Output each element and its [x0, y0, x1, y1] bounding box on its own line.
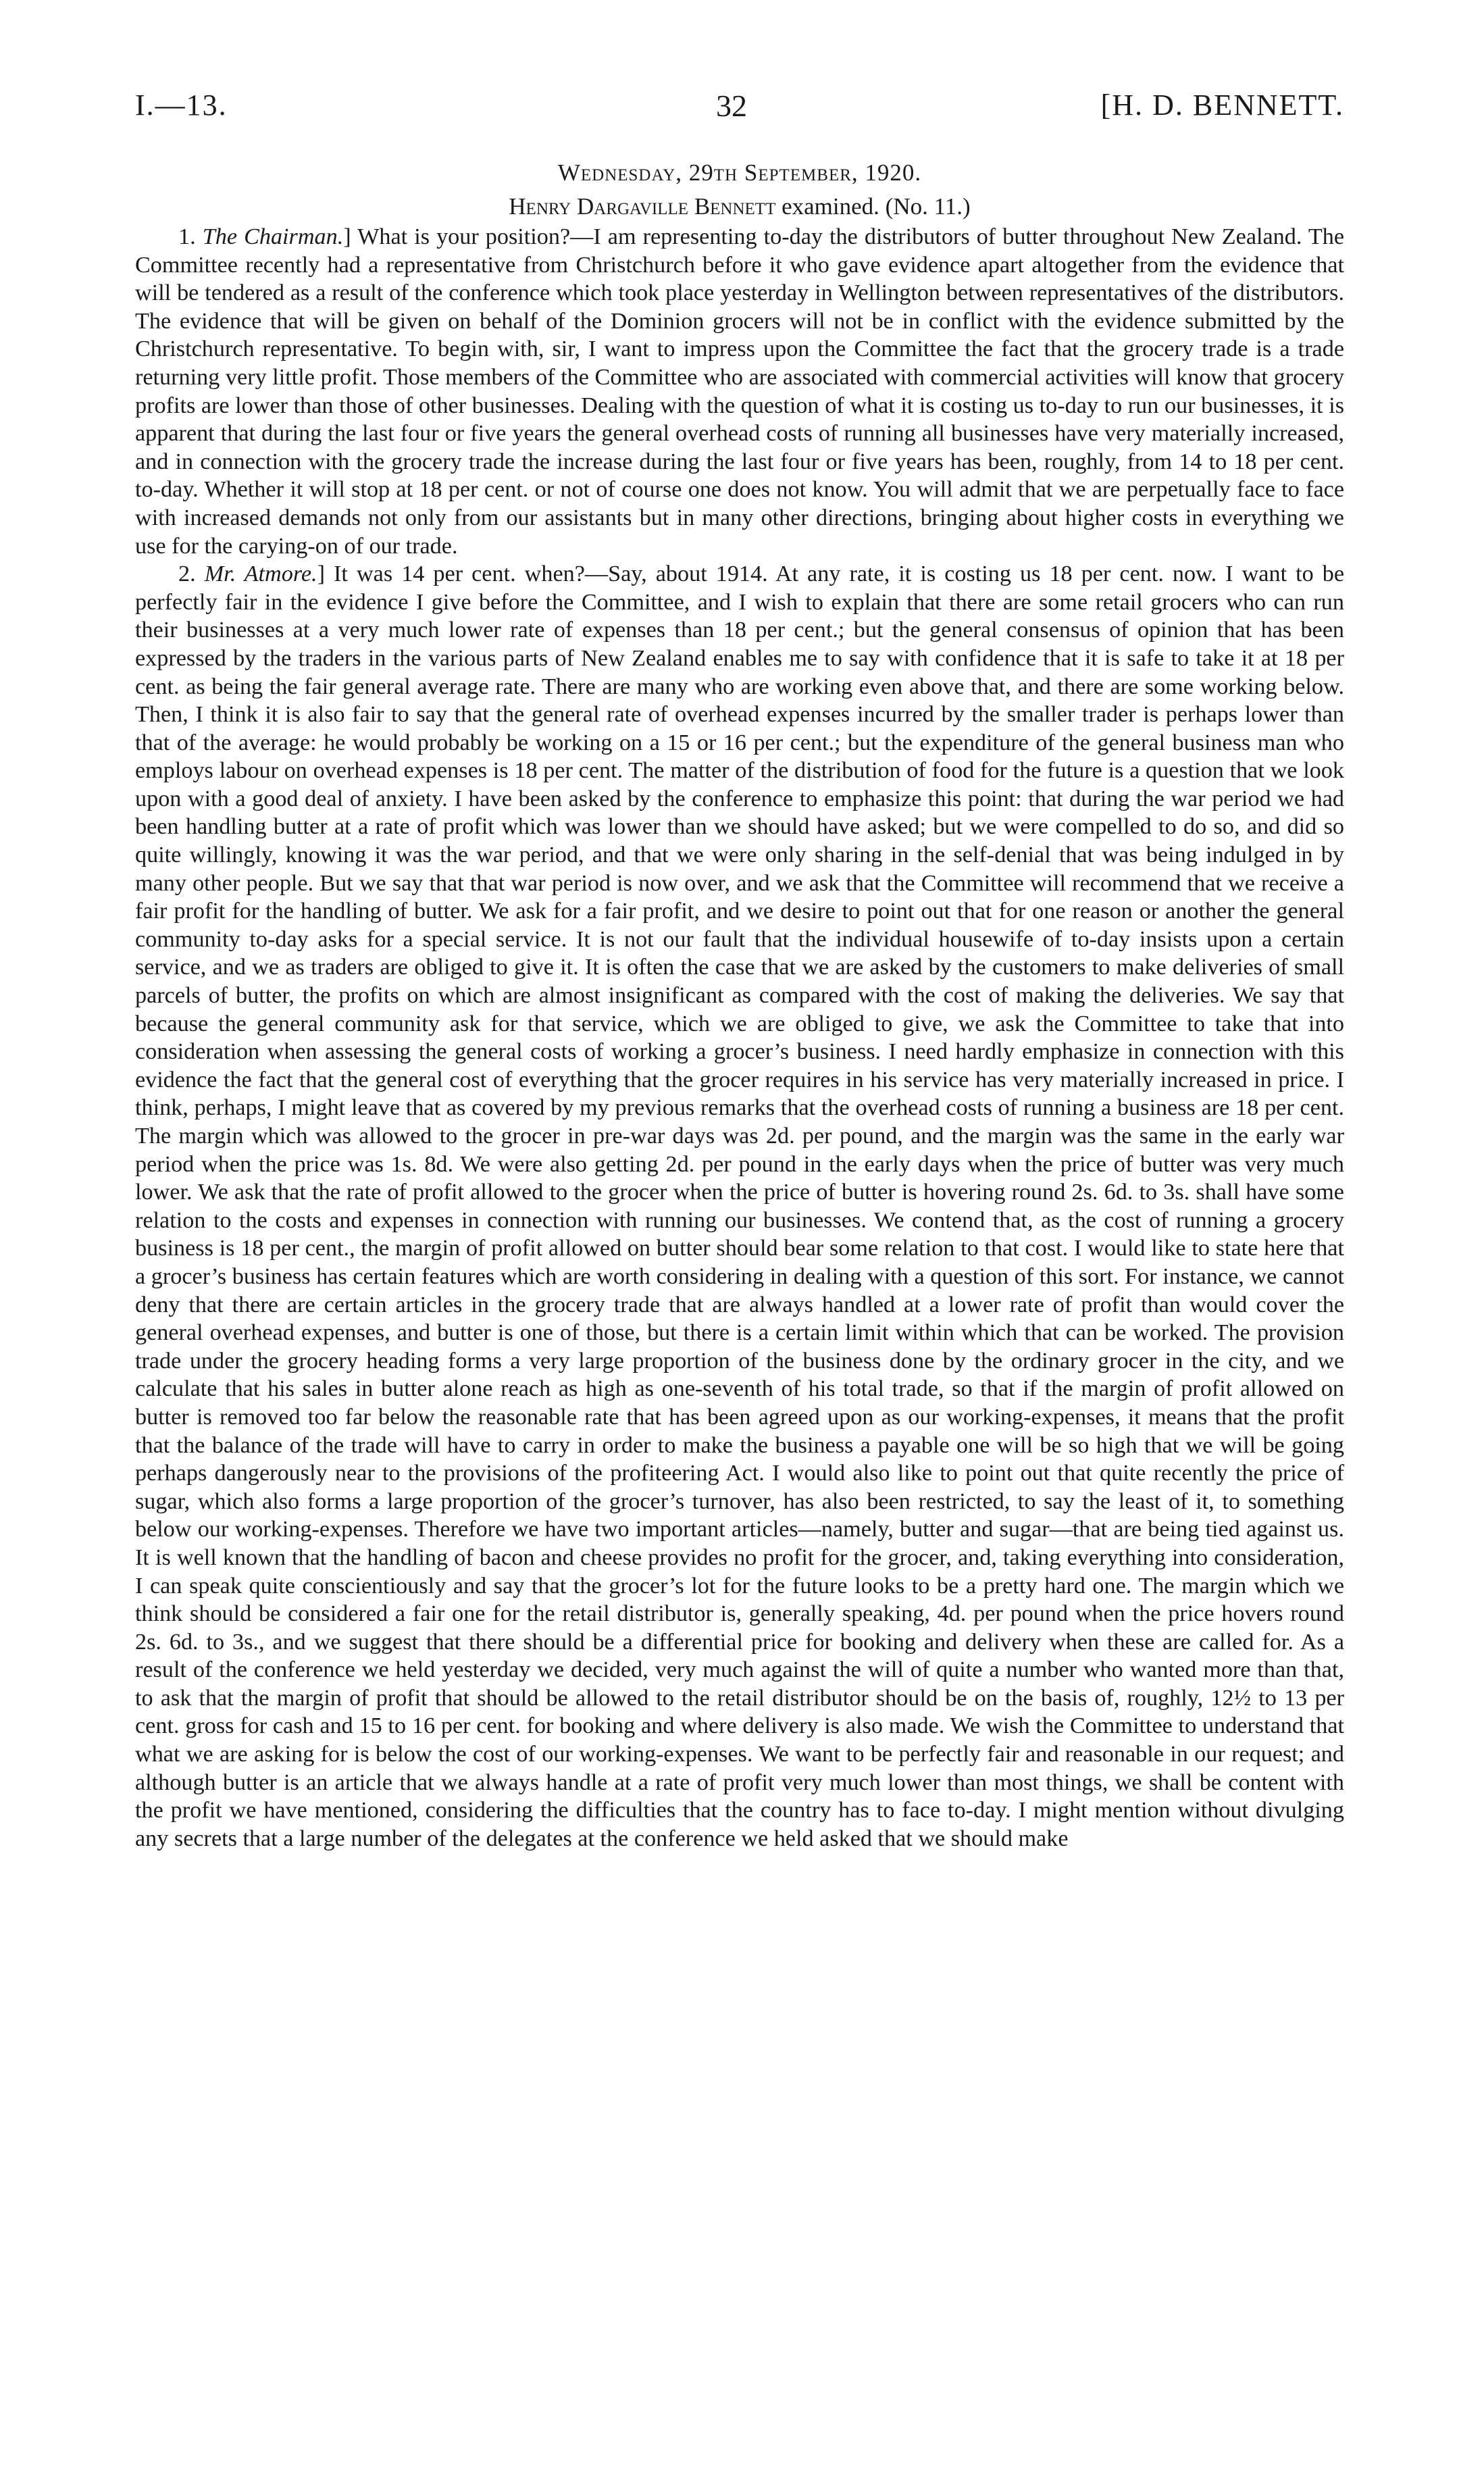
speaker-name: The Chairman.: [202, 224, 344, 249]
question-number: 2.: [178, 561, 196, 587]
witness-heading: [135, 193, 1344, 220]
session-date: Wednesday, 29th September, 1920.: [557, 159, 922, 186]
paper-reference: I.—13.: [135, 89, 228, 122]
witness-reference: [H. D. BENNETT.: [1100, 89, 1344, 122]
document-page: [135, 81, 1344, 1853]
testimony-body: [135, 223, 1344, 1853]
witness-status: examined. (No. 11.): [775, 193, 971, 220]
paragraph-text: ] What is your position?—I am representing to-day the distributors of butter throughout New Zealand. The Committee recently had a representative from Christchurch before it who gave evidence apart altogether from the evidence that will be tendered as a result of the conference which took place yesterday in Wellington between representatives of the distributors. The evidence that will be given on behalf of the Dominion grocers will not be in conflict with the evidence submitted by the Christchurch representative. To begin with, sir, I want to impress upon the Committee the fact that the grocery trade is a trade returning very little profit. Those members of the Committee who are associated with commercial activities will know that grocery profits are lower than those of other businesses. Dealing with the question of what it is costing us to-day to run our businesses, it is apparent that during the last four or five years the general overhead costs of running all businesses have very materially increased, and in connection with the grocery trade the increase during the last four or five years has been, roughly, from 14 to 18 per cent. to-day. Whether it will stop at 18 per cent. or not of course one does not know. You will admit that we are perpetually face to face with increased demands not only from our assistants but in many other directions, bringing about higher costs in everything we use for the carying-on of our trade.: [135, 224, 1345, 559]
witness-name: Henry Dargaville Bennett: [509, 193, 776, 220]
question-number: 1.: [178, 224, 196, 249]
testimony-paragraph: [135, 223, 1344, 560]
speaker-name: Mr. Atmore.: [204, 561, 317, 587]
running-head: [135, 81, 1344, 135]
page-number: 32: [716, 89, 747, 123]
paragraph-text: ] It was 14 per cent. when?—Say, about 1914. At any rate, it is costing us 18 per cent. now. I want to be perfectly fair in the evidence I give before the Committee, and I wish to explain that there are some retail grocers who can run their businesses at a very much lower rate of expenses than 18 per cent.; but the general consensus of opinion that has been expressed by the traders in the various parts of New Zealand enables me to say with confidence that it is safe to take it at 18 per cent. as being the fair general average rate. There are many who are working even above that, and there are some working below. Then, I think it is also fair to say that the general rate of overhead expenses incurred by the smaller trader is perhaps lower than that of the average: he would probably be working on a 15 or 16 per cent.; but the expenditure of the general business man who employs labour on overhead expenses is 18 per cent. The matter of the distribution of food for the future is a question that we look upon with a good deal of anxiety. I have been asked by the conference to emphasize this point: that during the war period we had been handling butter at a rate of profit which was lower than we should have asked; but we were compelled to do so, and did so quite willingly, knowing it was the war period, and that we were only sharing in the self-denial that was being indulged in by many other people. But we say that that war period is now over, and we ask that the Committee will recommend that we receive a fair profit for the handling of butter. We ask for a fair profit, and we desire to point out that for one reason or another the general community to-day asks for a special service. It is not our fault that the individual housewife of to-day insists upon a certain service, and we as traders are obliged to give it. It is often the case that we are asked by the customers to make deliveries of small parcels of butter, the profits on which are almost insignificant as compared with the cost of making the deliveries. We say that because the general community ask for that service, which we are obliged to give, we ask the Committee to take that into consideration when assessing the general costs of working a grocer’s business. I need hardly emphasize in connection with this evidence the fact that the general cost of everything that the grocer requires in his service has very materially increased in price. I think, perhaps, I might leave that as covered by my previous remarks that the overhead costs of running a business are 18 per cent. The margin which was allowed to the grocer in pre-war days was 2d. per pound, and the margin was the same in the early war period when the price was 1s. 8d. We were also getting 2d. per pound in the early days when the price of butter was very much lower. We ask that the rate of profit allowed to the grocer when the price of butter is hovering round 2s. 6d. to 3s. shall have some relation to the costs and expenses in connection with running our businesses. We contend that, as the cost of running a grocery business is 18 per cent., the margin of profit allowed on butter should bear some relation to that cost. I would like to state here that a grocer’s business has certain features which are worth considering in dealing with a question of this sort. For instance, we cannot deny that there are certain articles in the grocery trade that are always handled at a lower rate of profit than would cover the general overhead expenses, and butter is one of those, but there is a certain limit within which that can be worked. The provision trade under the grocery heading forms a very large proportion of the business done by the ordinary grocer in the city, and we calculate that his sales in butter alone reach as high as one-seventh of his total trade, so that if the margin of profit allowed on butter is removed too far below the reasonable rate that has been agreed upon as our working-expenses, it means that the profit that the balance of the trade will have to carry in order to make the business a payable one will be so high that we will be going perhaps dangerously near to the provisions of the profiteering Act. I would also like to point out that quite recently the price of sugar, which also forms a large proportion of the grocer’s turnover, has also been restricted, to say the least of it, to something below our working-expenses. Therefore we have two important articles—namely, butter and sugar—that are being tied against us. It is well known that the handling of bacon and cheese provides no profit for the grocer, and, taking everything into consideration, I can speak quite conscientiously and say that the grocer’s lot for the future looks to be a pretty hard one. The margin which we think should be considered a fair one for the retail distributor is, generally speaking, 4d. per pound when the price hovers round 2s. 6d. to 3s., and we suggest that there should be a differential price for booking and delivery when these are called for. As a result of the conference we held yesterday we decided, very much against the will of quite a number who wanted more than that, to ask that the margin of profit that should be allowed to the retail distributor should be on the basis of, roughly, 12½ to 13 per cent. gross for cash and 15 to 16 per cent. for booking and where delivery is also made. We wish the Committee to understand that what we are asking for is below the cost of our working-expenses. We want to be perfectly fair and reasonable in our request; and although butter is an article that we always handle at a rate of profit very much lower than most things, we shall be content with the profit we have mentioned, considering the difficulties that the country has to face to-day. I might mention without divulging any secrets that a large number of the delegates at the conference we held asked that we should make: [135, 561, 1345, 1851]
testimony-paragraph: [135, 560, 1344, 1853]
